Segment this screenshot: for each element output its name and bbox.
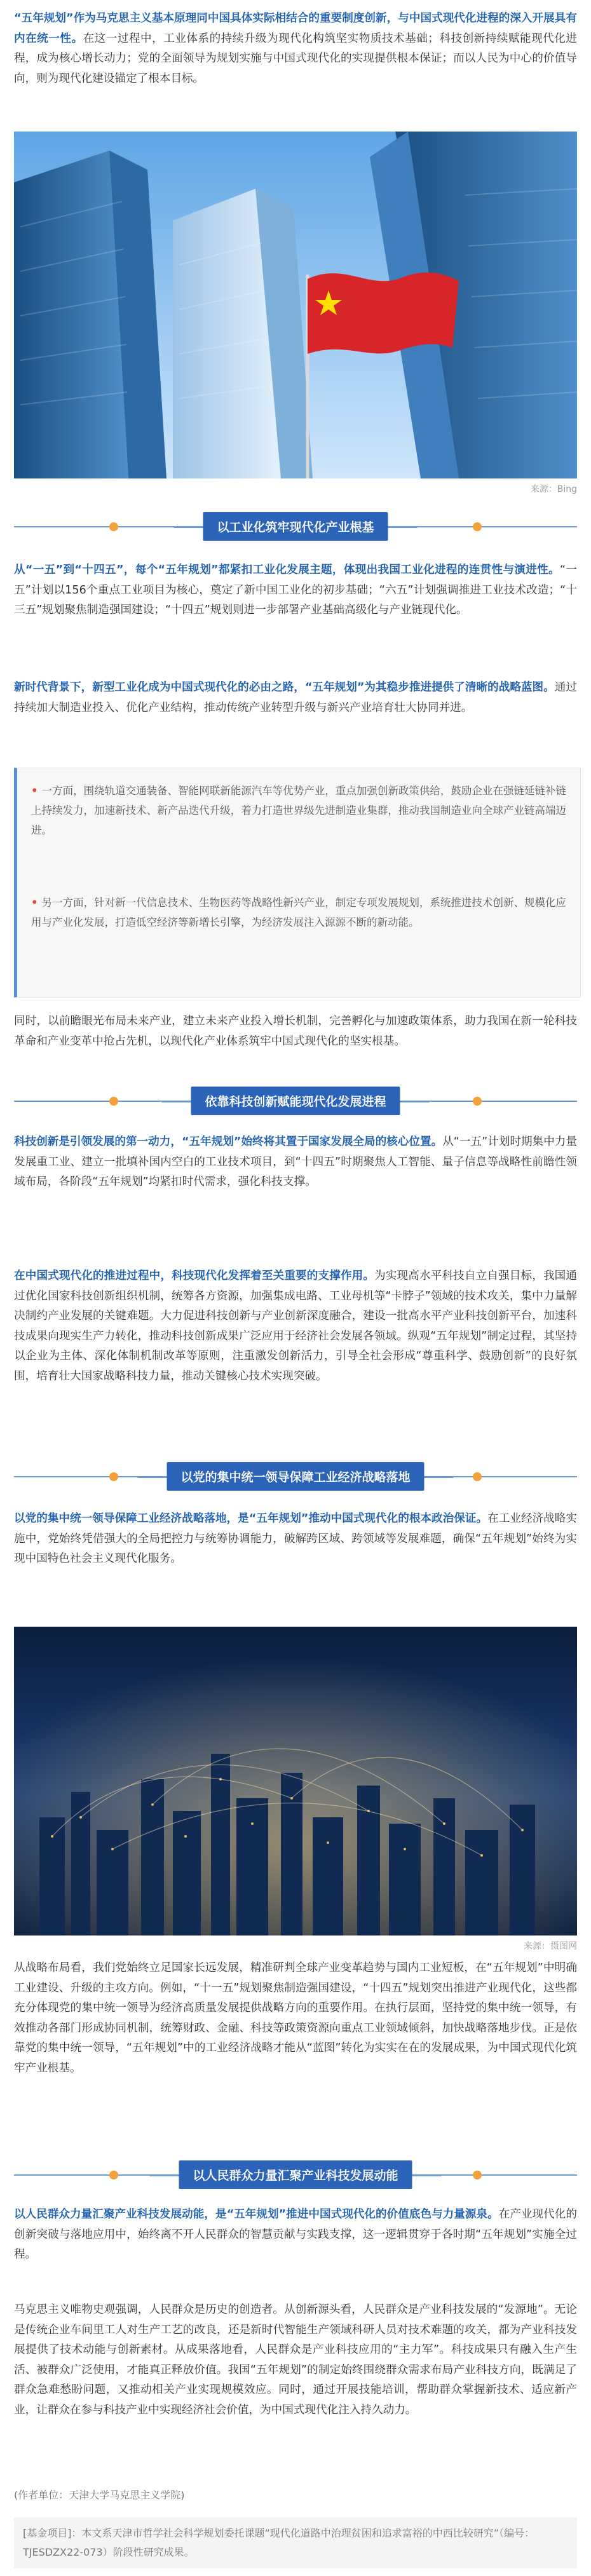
city-night-photo [14,1627,577,1935]
skyscraper-flag-photo [14,132,577,478]
section4-header [14,2169,577,2183]
callout-item-1 [31,781,566,840]
section3-p1-lead: 以党的集中统一领导保障工业经济战略落地，是“五年规划”推动中国式现代化的根本政治保证。 [14,1512,488,1525]
callout-item-2-text: 另一方面，针对新一代信息技术、生物医药等战略性新兴产业，制定专项发展规划，系统推进技术创新、规模化应用与产业化发展，打造低空经济等新增长引擎，为经济发展注入源源不断的新动能。 [31,897,566,928]
section1-paragraph-2 [14,678,577,718]
section4-paragraph-1 [14,2205,577,2265]
intro-body: 在这一过程中，工业体系的持续升级为现代化构筑坚实物质技术基础；科技创新持续赋能现代化进程，成为核心增长动力；党的全面领导为规划实施与中国式现代化的实现提供根本保证；而以人民为中心的价值导向，则为现代化建设锚定了根本目标。 [14,32,577,85]
section3-paragraph-2: 从战略布局看，我们党始终立足国家长远发展，精准研判全球产业变革趋势与国内工业短板，在“五年规划”中明确工业建设、升级的主攻方向。例如，“十一五”规划聚焦制造强国建设，“十四五”规划突出推进产业现代化，这些都充分体现党的集中统一领导为经济高质量发展提供战略方向的重要作用。在执行层面，坚持党的集中统一领导，有效推动各部门形成协同机制，统筹财政、金融、科技等政策资源向重点工业领域倾斜，加快战略落地步伐。正是依靠党的集中统一领导，“五年规划”中的工业经济战略才能从“蓝图”转化为实实在在的发展成果，为中国式现代化筑牢产业根基。 [14,1962,577,2075]
section4-title: 以人民群众力量汇聚产业科技发展动能 [179,2160,412,2189]
section2-p1-body: 从“一五”计划时期集中力量发展重工业、建立一批填补国内空白的工业技术项目，到“十四五”时期聚焦人工智能、量子信息等战略性前瞻性领域布局，各阶段“五年规划”均紧扣时代需求，强化科技支撑。 [14,1135,577,1188]
section3-header [14,1470,577,1484]
intro-lead: “五年规划”作为马克思主义基本原理同中国具体实际相结合的重要制度创新，与中国式现代化进程的深入开展具有内在统一性。 [14,12,577,45]
section1-p1-body: “一五”计划以156个重点工业项目为核心，奠定了新中国工业化的初步基础；“六五”计划强调推进工业技术改造；“十三五”规划聚焦制造强国建设；“十四五”规划则进一步部署产业基础高级化与产业链现代化。 [14,564,577,616]
section1-title: 以工业化筑牢现代化产业根基 [203,512,388,541]
section1-paragraph-3: 同时，以前瞻眼光布局未来产业，建立未来产业投入增长机制，完善孵化与加速政策体系，助力我国在新一轮科技革命和产业变革中抢占先机，以现代化产业体系筑牢中国式现代化的坚实根基。 [14,1015,577,1048]
section1-header [14,520,577,534]
section1-paragraph-1 [14,560,577,621]
section3-paragraph-1 [14,1509,577,1569]
section3-title: 以党的集中统一领导保障工业经济战略落地 [166,1462,424,1491]
fund-note: [基金项目]：本文系天津市哲学社会科学规划委托课题“现代化道路中治理贫困和追求富裕的中西比较研究”（编号：TJESDZX22-073）阶段性研究成果。 [14,2518,577,2568]
section2-p1-lead: 科技创新是引领发展的第一动力，“五年规划”始终将其置于国家发展全局的核心位置。 [14,1135,443,1148]
section4-paragraph-2: 马克思主义唯物史观强调，人民群众是历史的创造者。从创新源头看，人民群众是产业科技发展的“发源地”。无论是传统企业车间里工人对生产工艺的改良，还是新时代智能生产领域科研人员对技术难题的攻关，都为产业科技发展提供了技术动能与创新素材。从成果落地看，人民群众是产业科技应用的“主力军”。科技成果只有融入生产生活、被群众广泛使用，才能真正释放价值。我国“五年规划”的制定始终围绕群众需求布局产业科技方向，既满足了群众急难愁盼问题，又推动相关产业实现规模效应。同时，通过开展技能培训，帮助群众掌握新技术、适应新产业，让群众在参与科技产业中实现经济社会价值，为中国式现代化注入持久动力。 [14,2303,577,2417]
bullet-icon: • [31,785,38,797]
callout-item-2 [31,893,566,932]
author-affiliation: (作者单位：天津大学马克思主义学院) [14,2489,185,2501]
section2-p2-lead: 在中国式现代化的推进过程中，科技现代化发挥着至关重要的支撑作用。 [14,1270,375,1282]
section2-header [14,1095,577,1109]
section1-p2-lead: 新时代背景下，新型工业化成为中国式现代化的必由之路，“五年规划”为其稳步推进提供了清晰的战略蓝图。 [14,681,555,694]
bullet-icon: • [31,897,38,909]
left-tower [14,151,166,478]
callout-box [14,768,581,998]
intro-paragraph [14,9,577,89]
section4-p1-body: 在产业现代化的创新突破与落地应用中，始终离不开人民群众的智慧贡献与实践支撑，这一逻辑贯穿于各时期“五年规划”实施全过程。 [14,2208,577,2261]
section2-paragraph-1 [14,1132,577,1193]
section2-paragraph-2 [14,1266,577,1386]
section1-p1-lead: 从“一五”到“十四五”，每个“五年规划”都紧扣工业化发展主题，体现出我国工业化进程的连贯性与演进性。 [14,564,560,576]
section2-p2-body: 为实现高水平科技自立自强目标，我国通过优化国家科技创新组织机制，统筹各方资源，加强集成电路、工业母机等“卡脖子”领域的技术攻关，集中力量解决制约产业发展的关键难题。大力促进科技创新与产业创新深度融合，建设一批高水平产业科技创新平台，加速科技成果向现实生产力转化，推动科技创新成果广泛应用于经济社会发展各领域。纵观“五年规划”制定过程，其坚持以企业为主体、深化体制机制改革等原则，注重激发创新活力，引导全社会形成“尊重科学、鼓励创新”的良好氛围，培育壮大国家战略科技力量，推动关键核心技术实现突破。 [14,1270,577,1383]
section2-title: 依靠科技创新赋能现代化发展进程 [191,1087,400,1115]
image2-credit: 来源：摄图网 [524,1941,577,1951]
center-tower [173,189,313,478]
callout-item-1-text: 一方面，围绕轨道交通装备、智能网联新能源汽车等优势产业，重点加强创新政策供给，鼓励企业在强链延链补链上持续发力，加速新技术、新产品迭代升级，着力打造世界级先进制造业集群，推动我国制造业向全球产业链高端迈进。 [31,785,566,836]
section3-p1-body: 在工业经济战略实施中，党始终凭借强大的全局把控力与统筹协调能力，破解跨区域、跨领域等发展难题，确保“五年规划”始终为实现中国特色社会主义现代化服务。 [14,1512,577,1565]
section1-p2-body: 通过持续加大制造业投入、优化产业结构，推动传统产业转型升级与新兴产业培育壮大协同并进。 [14,681,577,714]
image1-credit: 来源：Bing [530,484,577,494]
section4-p1-lead: 以人民群众力量汇聚产业科技发展动能，是“五年规划”推进中国式现代化的价值底色与力量源泉。 [14,2208,499,2221]
